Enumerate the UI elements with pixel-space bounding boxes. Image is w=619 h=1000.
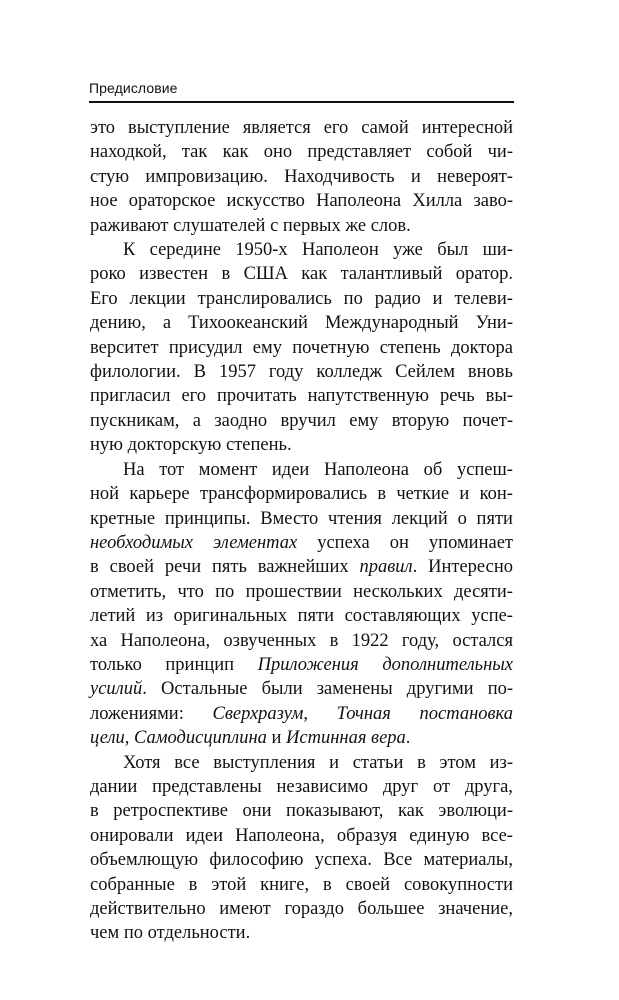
text-line: собранные в этой книге, в своей совокупности bbox=[90, 874, 513, 895]
text-line: в ретроспективе они показывают, как эволюци- bbox=[90, 801, 513, 822]
paragraph bbox=[90, 238, 513, 458]
text-line: чем по отдельности. bbox=[90, 923, 251, 944]
body-text bbox=[90, 116, 513, 946]
text-line: филологии. В 1957 году колледж Сейлем вновь bbox=[90, 362, 513, 383]
text-line: необходимых элементах успеха он упоминает bbox=[90, 532, 513, 553]
text-line: стую импровизацию. Находчивость и невероят- bbox=[90, 166, 513, 187]
text-line: ха Наполеона, озвученных в 1922 году, остался bbox=[90, 630, 513, 651]
text-line: это выступление является его самой интересной bbox=[90, 118, 513, 138]
paragraph bbox=[90, 751, 513, 946]
text-line: находкой, так как оно представляет собой чи- bbox=[90, 142, 513, 163]
text-line: кретные принципы. Вместо чтения лекций о пяти bbox=[90, 508, 513, 529]
paragraph bbox=[90, 116, 513, 238]
text-line: верситет присудил ему почетную степень доктора bbox=[90, 337, 513, 358]
text-line: ное ораторское искусство Наполеона Хилла заво- bbox=[90, 191, 513, 212]
text-line: На тот момент идеи Наполеона об успеш- bbox=[123, 459, 513, 480]
running-head: Предисловие bbox=[89, 80, 178, 96]
text-line: в своей речи пять важнейших правил. Интересно bbox=[90, 557, 513, 578]
text-line: ную докторскую степень. bbox=[90, 435, 292, 456]
text-line: Его лекции транслировались по радио и телеви- bbox=[90, 288, 513, 309]
text-line: ной карьере трансформировались в четкие и кон- bbox=[90, 484, 513, 505]
text-line: усилий. Остальные были заменены другими по- bbox=[90, 679, 513, 700]
text-line: роко известен в США как талантливый оратор. bbox=[90, 264, 513, 285]
text-line: онировали идеи Наполеона, образуя единую все- bbox=[90, 825, 513, 846]
paragraph bbox=[90, 458, 513, 751]
header-rule bbox=[89, 101, 514, 103]
text-line: пригласил его прочитать напутственную речь вы- bbox=[90, 386, 513, 407]
text-line: только принцип Приложения дополнительных bbox=[90, 654, 513, 675]
text-line: дании представлены независимо друг от друга, bbox=[90, 776, 513, 797]
text-line: отметить, что по прошествии нескольких десяти- bbox=[90, 581, 513, 602]
text-line: Хотя все выступления и статьи в этом из- bbox=[123, 752, 513, 773]
text-line: К середине 1950-х Наполеон уже был ши- bbox=[123, 240, 513, 261]
text-line: ложениями: Сверхразум, Точная постановка bbox=[90, 703, 513, 724]
text-line: летий из оригинальных пяти составляющих успе- bbox=[90, 606, 513, 627]
text-line: действительно имеют гораздо большее значение, bbox=[90, 899, 513, 919]
text-line: дению, а Тихоокеанский Международный Уни- bbox=[90, 313, 513, 334]
text-line: раживают слушателей с первых же слов. bbox=[90, 215, 411, 236]
text-line: объемлющую философию успеха. Все материалы, bbox=[90, 850, 513, 871]
text-line: пускникам, а заодно вручил ему вторую почет- bbox=[90, 410, 513, 431]
text-line: цели, Самодисциплина и Истинная вера. bbox=[90, 728, 411, 749]
